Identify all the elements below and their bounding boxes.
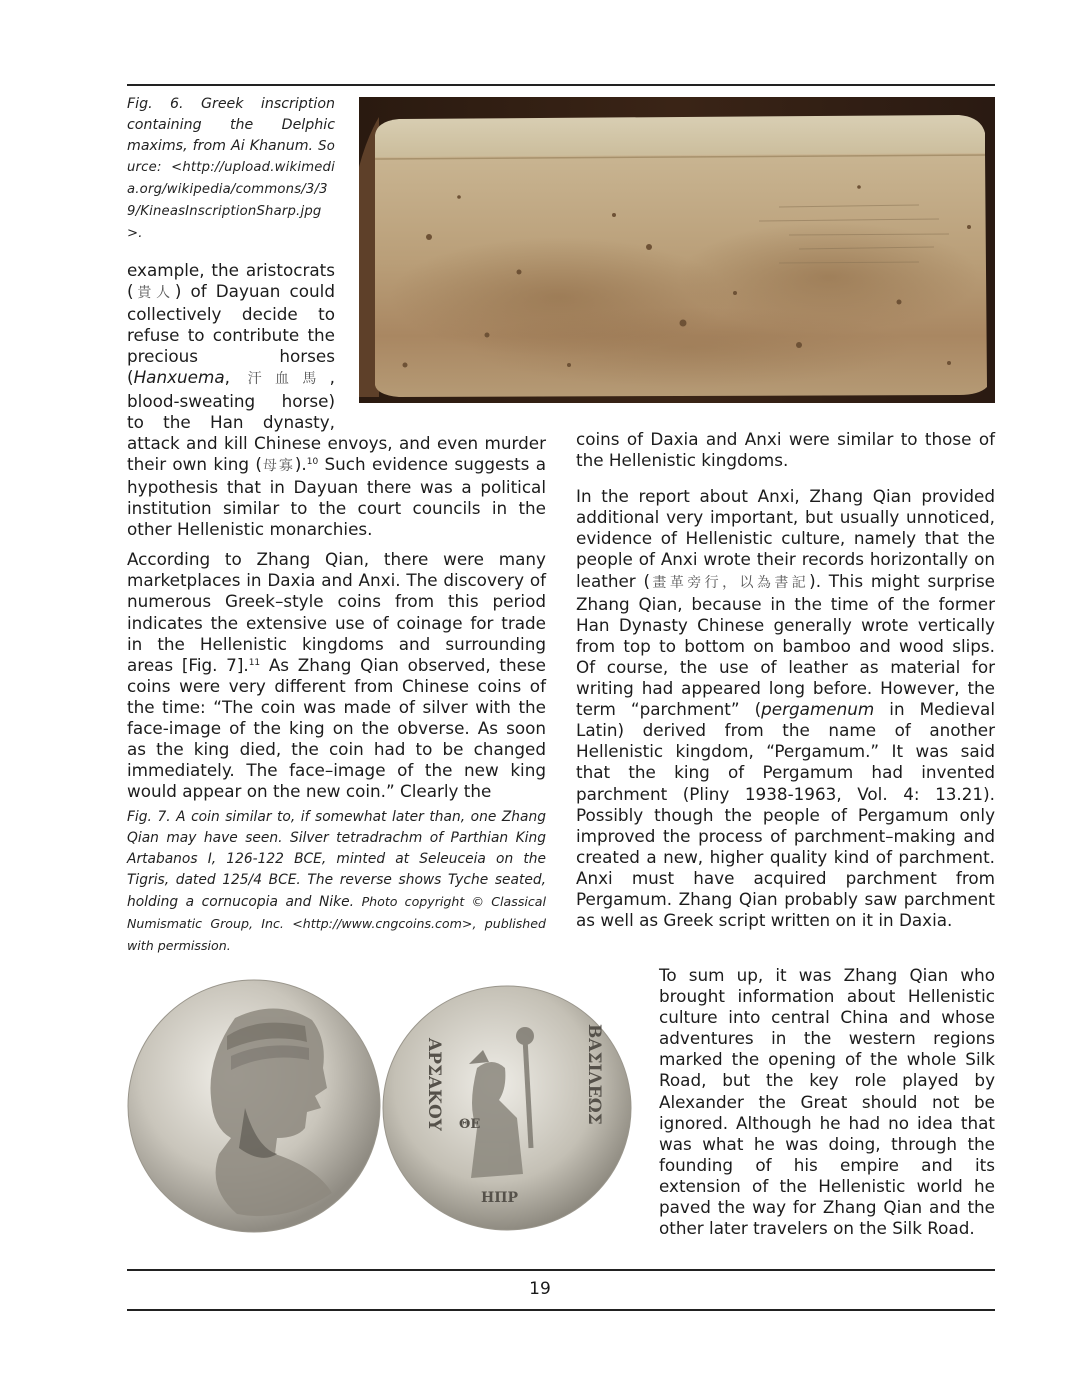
right-paragraph-1: coins of Daxia and Anxi were similar to those of the Hellenistic kingdoms. (576, 429, 995, 471)
fig6-caption (127, 94, 335, 245)
top-rule (127, 84, 995, 86)
right-column-text (576, 429, 995, 931)
right-paragraph-3: To sum up, it was Zhang Qian who brought information about Hellenistic culture into central China and whose adventures in the western regions marked the opening of the whole Silk Road, but the key role played by Alexander the Great should not be ignored. Although he had no idea that was what he was doing, through the founding of his empire and its extension of the Hellenistic world he paved the way for Zhang Qian and the other later travelers on the Silk Road. (659, 965, 995, 1239)
right-paragraph-2: In the report about Anxi, Zhang Qian provided additional very important, but usually unnoticed, evidence of Hellenistic culture, namely that the people of Anxi wrote their records horizontally on leather (畫革旁行，以為書記). This might surprise Zhang Qian, because in the time of the former Han Dynasty Chinese generally wrote vertically from top to bottom on bamboo and wood slips. Of course, the use of leather as material for writing had appeared long before. However, the term “parchment” (pergamenum in Medieval Latin) derived from the name of another Hellenistic kingdom, “Pergamum.” It was said that the king of Pergamum had invented parchment (Pliny 1938-1963, Vol. 4: 13.21). Possibly though the people of Pergamum only improved the process of parchment–making and created a new, higher quality kind of parchment. Anxi must have acquired parchment from Pergamum. Zhang Qian probably saw parchment as well as Greek script written on it in Daxia. (576, 486, 996, 931)
fig6-caption-main: Fig. 6. Greek inscription containing the Delphic maxims, from Ai Khanum. (127, 96, 335, 154)
conclusion-text (659, 965, 995, 1239)
left-paragraph-2: According to Zhang Qian, there were many marketplaces in Daxia and Anxi. The discovery of numerous Greek–style coins from this period indicates the extensive use of coinage for trade in the Hellenistic kingdoms and surrounding areas [Fig. 7].$^{11}$ As Zhang Qian observed, these coins were very different from Chinese coins of the time: “The coin was made of silver with the face-image of the king on the obverse. As soon as the king died, the coin had to be changed immediately. The face–image of the new king would appear on the new coin.” Clearly the (127, 549, 546, 802)
footer-top-rule (127, 1269, 995, 1271)
left-paragraph-1: example, the aristocrats (貴人) of Dayuan could collectively decide to refuse to contribute the precious horses (Hanxuema, 汗血馬, blood-sweating horse) to the Han dynasty, attack and kill Chinese envoys, and even murder their own king (母寡).$^{10}$ Such evidence suggests a hypothesis that in Dayuan there was a political institution similar to the court councils in the other Hellenistic monarchies. (127, 260, 547, 540)
fig7-caption-credit: Photo copyright © Classical Numismatic Group, Inc. <http://www.cngcoins.com>, published with permission. (127, 894, 547, 953)
page-number: 19 (529, 1279, 551, 1299)
fig7-caption-main: Fig. 7. A coin similar to, if somewhat later than, one Zhang Qian may have seen. Silver tetradrachm of Parthian King Artabanos I, 126-122 BCE, minted at Seleuceia on the Tigris, dated 125/4 BCE. The reverse shows Tyche seated, holding a cornucopia and Nike. (127, 809, 546, 910)
fig6-caption-source: Source: <http://upload.wikimedia.org/wikipedia/commons/3/39/KineasInscriptionSharp.jpg>. (127, 138, 335, 241)
footer-bottom-rule (127, 1309, 995, 1311)
left-column-text (127, 260, 546, 802)
fig7-coin-photo (127, 978, 635, 1236)
fig7-caption (127, 807, 546, 957)
coin-legend-right: ΒΑΣΙΛΕΩΣ (584, 1024, 604, 1125)
coin-field-letters: ΘΕ (459, 1117, 481, 1132)
coin-image (127, 978, 635, 1236)
coin-legend-left: ΑΡΣΑΚΟΥ (424, 1038, 444, 1131)
coin-exergue: ΗΠΡ (481, 1190, 518, 1206)
narrow-wrap-spacer (335, 260, 546, 420)
